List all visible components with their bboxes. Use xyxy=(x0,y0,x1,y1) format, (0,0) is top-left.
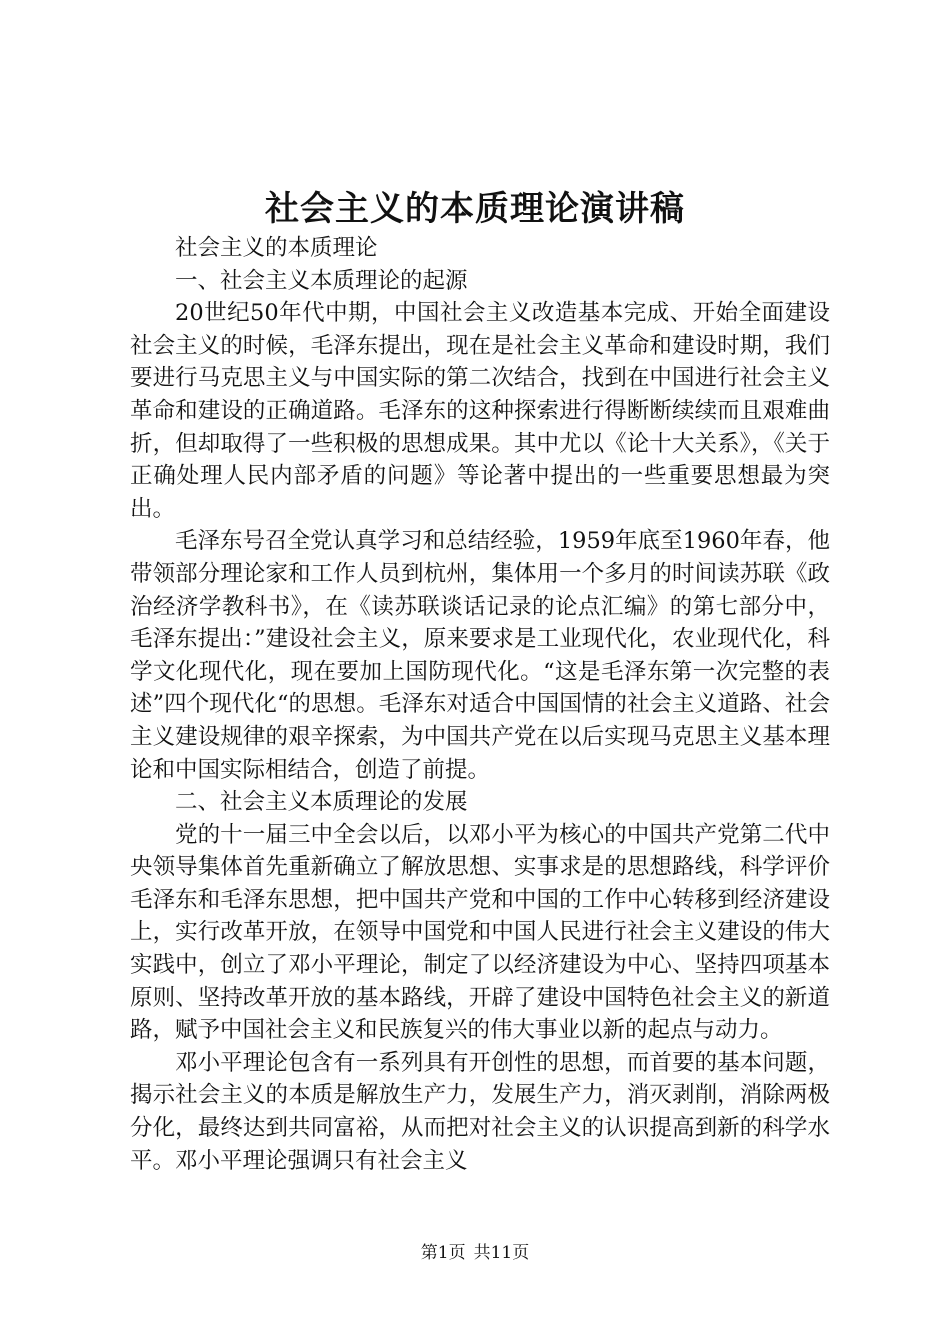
body-paragraph: 邓小平理论包含有一系列具有开创性的思想，而首要的基本问题，揭示社会主义的本质是解放生产力，发展生产力，消灭剥削，消除两极分化，最终达到共同富裕，从而把对社会主义的认识提高到新的科学水平。邓小平理论强调只有社会主义 xyxy=(130,1049,830,1174)
section-heading: 社会主义的本质理论 xyxy=(175,235,378,261)
body-paragraph: 20世纪50年代中期，中国社会主义改造基本完成、开始全面建设社会主义的时候，毛泽东提出，现在是社会主义革命和建设时期，我们要进行马克思主义与中国实际的第二次结合，找到在中国进行社会主义革命和建设的正确道路。毛泽东的这种探索进行得断断续续而且艰难曲折，但却取得了一些积极的思想成果。其中尤以《论十大关系》，《关于正确处理人民内部矛盾的问题》等论著中提出的一些重要思想最为突出。 xyxy=(130,300,830,522)
document-title: 社会主义的本质理论演讲稿 xyxy=(265,189,685,229)
page-number: 第1页 xyxy=(420,1243,466,1263)
body-paragraph: 毛泽东号召全党认真学习和总结经验，1959年底至1960年春，他带领部分理论家和工作人员到杭州，集体用一个多月的时间读苏联《政治经济学教科书》，在《读苏联谈话记录的论点汇编》的第七部分中，毛泽东提出：”建设社会主义，原来要求是工业现代化，农业现代化，科学文化现代化，现在要加上国防现代化。“这是毛泽东第一次完整的表述”四个现代化“的思想。毛泽东对适合中国国情的社会主义道路、社会主义建设规律的艰辛探索，为中国共产党在以后实现马克思主义基本理论和中国实际相结合，创造了前提。 xyxy=(130,528,830,783)
section-heading: 二、社会主义本质理论的发展 xyxy=(175,789,468,816)
page-footer xyxy=(0,1241,950,1265)
page-total: 共11页 xyxy=(473,1243,530,1263)
section-heading: 一、社会主义本质理论的起源 xyxy=(175,267,468,294)
document-body xyxy=(130,232,830,1177)
body-paragraph: 党的十一届三中全会以后，以邓小平为核心的中国共产党第二代中央领导集体首先重新确立了解放思想、实事求是的思想路线，科学评价毛泽东和毛泽东思想，把中国共产党和中国的工作中心转移到经济建设上，实行改革开放，在领导中国党和中国人民进行社会主义建设的伟大实践中，创立了邓小平理论，制定了以经济建设为中心、坚持四项基本原则、坚持改革开放的基本路线，开辟了建设中国特色社会主义的新道路，赋予中国社会主义和民族复兴的伟大事业以新的起点与动力。 xyxy=(130,821,830,1044)
